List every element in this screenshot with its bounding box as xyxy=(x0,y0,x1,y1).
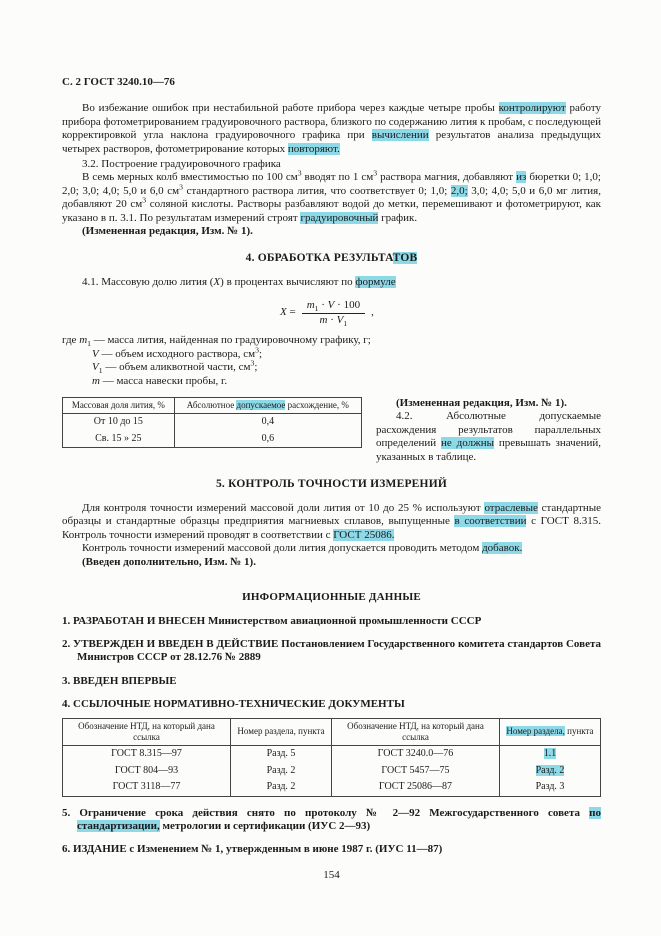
ref-cell: Разд. 3 xyxy=(499,779,600,796)
table-row xyxy=(63,431,362,448)
info-item-2: 2. УТВЕРЖДЕН И ВВЕДЕН В ДЕЙСТВИЕ Постановлением Государственного комитета стандартов Совета Министров СССР от 28.12.76 № 2889 xyxy=(62,637,601,664)
clause-3-2-body: В семь мерных колб вместимостью по 100 $см^3$ вводят по 1 $см^3$ раствора магния, добавляют из бюретки 0; 1,0; 2,0; 3,0; 4,0; 5,0 и 6,0 $см^3$ стандартного раствора лития, что соответствует 0; 1,0; 2,0; 3,0; 4,0; 5,0 и 6,0 мг лития, добавляют 20 $см^3$ соляной кислоты. Растворы разбавляют водой до метки, перемешивают и фотометрируют, как указано в п. 3.1. По результатам измерений строят градуировочный график. xyxy=(62,168,601,224)
tolerance-table-wrap xyxy=(62,397,362,448)
formula-4-1 xyxy=(280,299,601,328)
info-data-heading: ИНФОРМАЦИОННЫЕ ДАННЫЕ xyxy=(242,591,421,604)
tolerance-col-header-deviation: Абсолютное допускаемое расхождение, % xyxy=(174,398,361,414)
clause-4-2-block xyxy=(376,397,601,464)
ref-header-ntd-left: Обозначение НТД, на который дана ссылка xyxy=(63,718,231,746)
introduced-note: (Введен дополнительно, Изм. № 1). xyxy=(82,555,256,568)
ref-cell: Разд. 2 xyxy=(231,763,332,780)
ref-cell: ГОСТ 5457—75 xyxy=(331,763,499,780)
ref-header-section-left: Номер раздела, пункта xyxy=(231,718,332,746)
table-row xyxy=(63,414,362,431)
tolerance-col-header-fraction: Массовая доля лития, % xyxy=(63,398,175,414)
info-item-4: 4. ССЫЛОЧНЫЕ НОРМАТИВНО-ТЕХНИЧЕСКИЕ ДОКУМЕНТЫ xyxy=(62,698,405,711)
ref-cell: ГОСТ 8.315—97 xyxy=(111,748,182,760)
definition-m: m — масса навески пробы, г. xyxy=(92,374,228,387)
tolerance-value-cell: 0,4 xyxy=(174,414,361,431)
info-item-3: 3. ВВЕДЕН ВПЕРВЫЕ xyxy=(62,674,177,687)
section-5-heading: 5. КОНТРОЛЬ ТОЧНОСТИ ИЗМЕРЕНИЙ xyxy=(215,478,447,491)
page-header: С. 2 ГОСТ 3240.10—76 xyxy=(62,76,175,88)
ref-header-ntd-right: Обозначение НТД, на который дана ссылка xyxy=(331,718,499,746)
formula-denominator: $m \cdot V_1$ xyxy=(319,313,348,328)
info-item-1: 1. РАЗРАБОТАН И ВНЕСЕН Министерством авиационной промышленности СССР xyxy=(62,614,482,627)
ref-cell: 1.1 xyxy=(499,746,600,763)
formula-lhs: X = xyxy=(280,306,296,319)
ref-cell: ГОСТ 3118—77 xyxy=(112,781,181,793)
clause-5-para-1: Для контроля точности измерений массовой доли лития от 10 до 25 % используют отраслевые стандартные образцы и стандартные образцы предприятия магниевых сплавов, выпущенные в соответствии с ГОСТ 8.315. Контроль точности измерений проводят в соответствии с ГОСТ 25086. xyxy=(62,502,601,541)
tolerance-range-cell: От 10 до 15 xyxy=(93,416,143,428)
paragraph-intro: Во избежание ошибок при нестабильной работе прибора через каждые четыре пробы контролируют работу прибора фотометрированием градуировочного раствора, близкого по содержанию лития к пробам, с последующей корректировкой угла наклона градуировочного графика при вычислении результатов анализа предыдущих четырех растворов, фотометрирование которых повторяют. xyxy=(62,102,602,155)
table-row xyxy=(63,763,601,780)
page-number: 154 xyxy=(323,868,340,881)
ref-cell: Разд. 2 xyxy=(499,763,600,780)
clause-4-1: 4.1. Массовую долю лития (X) в процентах вычисляют по формуле xyxy=(82,276,396,289)
ref-cell: ГОСТ 25086—87 xyxy=(331,779,499,796)
clause-3-2-title: 3.2. Построение градуировочного графика xyxy=(82,158,281,171)
info-item-5: 5. Ограничение срока действия снято по протоколу № 2—92 Межгосударственного совета по стандартизации, метрологии и сертификации (ИУС 2—93) xyxy=(62,806,601,832)
ref-cell: Разд. 5 xyxy=(231,746,332,763)
references-table xyxy=(62,718,601,797)
formula-fraction xyxy=(302,299,365,328)
table-row xyxy=(63,746,601,763)
formula-comma: , xyxy=(371,306,374,319)
amendment-note-1: (Измененная редакция, Изм. № 1). xyxy=(82,225,253,238)
tolerance-range-cell: Св. 15 » 25 xyxy=(95,432,142,444)
amendment-note-2: (Измененная редакция, Изм. № 1). xyxy=(396,397,567,410)
clause-5-para-2: Контроль точности измерений массовой доли лития допускается проводить методом добавок. xyxy=(82,542,523,555)
formula-numerator: $m_1 \cdot V \cdot 100$ xyxy=(302,299,365,314)
ref-cell: Разд. 2 xyxy=(231,779,332,796)
definition-m1: где $m_1$ — масса лития, найденная по градуировочному графику, г; xyxy=(62,334,371,349)
clause-4-2: 4.2. Абсолютные допускаемые расхождения результатов параллельных определений не должны превышать значений, указанных в таблице. xyxy=(376,410,601,463)
tolerance-value-cell: 0,6 xyxy=(174,431,361,448)
tolerance-table xyxy=(62,397,362,448)
info-item-6: 6. ИЗДАНИЕ с Изменением № 1, утвержденным в июне 1987 г. (ИУС 11—87) xyxy=(62,843,443,856)
definition-v1: $V_1$ — объем аликвотной части, $см^3$; xyxy=(92,358,258,376)
table-row xyxy=(63,779,601,796)
two-column-block xyxy=(62,397,601,464)
formula-definitions xyxy=(62,334,601,388)
definition-v: V — объем исходного раствора, $см^3$; xyxy=(92,345,263,360)
ref-header-section-right: Номер раздела, пункта xyxy=(499,718,600,746)
ref-cell: ГОСТ 804—93 xyxy=(114,764,179,776)
section-4-heading: 4. ОБРАБОТКА РЕЗУЛЬТАТОВ xyxy=(245,252,418,265)
ref-cell: ГОСТ 3240.0—76 xyxy=(331,746,499,763)
